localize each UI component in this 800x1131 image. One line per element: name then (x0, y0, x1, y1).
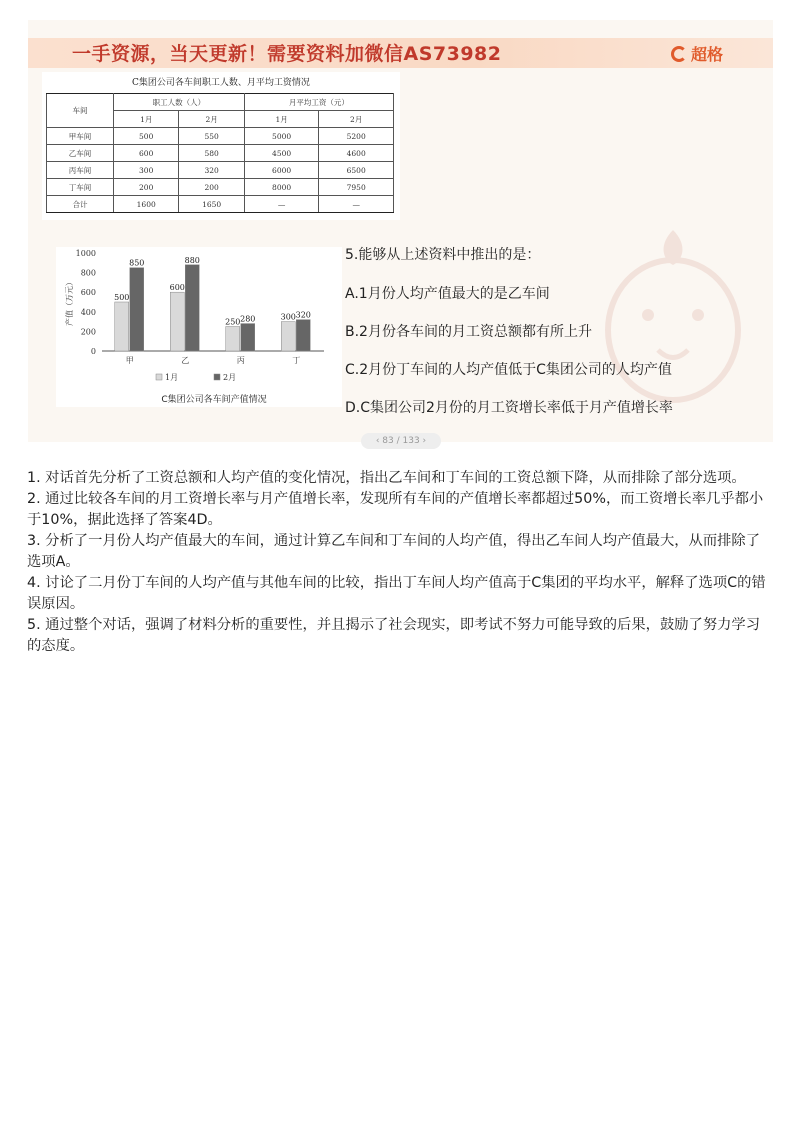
header-staff: 职工人数（人） (114, 94, 245, 111)
legend-label: 2月 (223, 373, 237, 382)
x-tick-label: 丁 (292, 356, 301, 365)
table-cell: 6000 (244, 162, 319, 179)
bar-value-label: 250 (225, 317, 241, 327)
y-tick-label: 400 (80, 307, 96, 317)
bar-value-label: 880 (184, 255, 200, 265)
note-item: 3. 分析了一月份人均产值最大的车间，通过计算乙车间和丁车间的人均产值，得出乙车间人均产值最大，从而排除了选项A。 (27, 533, 761, 570)
table-cell: 4600 (319, 145, 394, 162)
bar-value-label: 280 (240, 314, 256, 324)
y-tick-label: 600 (80, 288, 96, 298)
option-d: D.C集团公司2月份的月工资增长率低于月产值增长率 (345, 400, 673, 416)
brand-name: 超格 (690, 45, 723, 64)
banner-text: 一手资源，当天更新！需要资料加微信AS73982 (72, 43, 502, 65)
table-cell: 300 (114, 162, 179, 179)
chart-title: C集团公司各车间产值情况 (161, 395, 267, 405)
brand-logo (671, 42, 723, 65)
y-tick-label: 0 (90, 347, 96, 356)
note-item: 2. 通过比较各车间的月工资增长率与月产值增长率，发现所有车间的产值增长率都超过50%，而工资增长率几乎都小于10%，据此选择了答案4D。 (27, 491, 764, 528)
option-c: C.2月份丁车间的人均产值低于C集团公司的人均产值 (345, 362, 672, 378)
table-cell: 7950 (319, 179, 394, 196)
option-a: A.1月份人均产值最大的是乙车间 (345, 286, 550, 302)
option-b: B.2月份各车间的月工资总额都有所上升 (345, 324, 592, 340)
table-title: C集团公司各车间职工人数、月平均工资情况 (132, 78, 310, 88)
x-tick-label: 甲 (125, 356, 134, 365)
table-cell: 甲车间 (47, 128, 114, 145)
question-stem: 5.能够从上述资料中推出的是： (345, 247, 541, 263)
bar (296, 320, 310, 351)
x-tick-label: 丙 (236, 356, 245, 365)
subheader-cell: 2月 (179, 111, 244, 128)
legend-swatch (214, 374, 220, 380)
bar-value-label: 850 (129, 258, 145, 268)
legend-swatch (156, 374, 162, 380)
bar (185, 265, 199, 351)
slide-image (28, 20, 773, 446)
y-axis-label: 产值（万元） (65, 278, 74, 326)
y-tick-label: 1000 (75, 249, 96, 258)
table-cell: 200 (114, 179, 179, 196)
table-cell: 1600 (114, 196, 179, 213)
promo-banner (28, 38, 773, 68)
table-row (47, 145, 394, 162)
brand-g-icon (671, 46, 687, 62)
note-item: 1. 对话首先分析了工资总额和人均产值的变化情况，指出乙车间和丁车间的工资总额下降，从而排除了部分选项。 (27, 470, 746, 486)
table-row (47, 179, 394, 196)
table-cell: 200 (179, 179, 244, 196)
table-cell: 8000 (244, 179, 319, 196)
note-item: 5. 通过整个对话，强调了材料分析的重要性，并且揭示了社会现实，即考试不努力可能导致的后果，鼓励了努力学习的态度。 (27, 617, 761, 654)
subheader-cell: 1月 (114, 111, 179, 128)
data-table (46, 93, 394, 213)
table-cell: 1650 (179, 196, 244, 213)
table-cell: — (244, 196, 319, 213)
table-cell: 5200 (319, 128, 394, 145)
table-row (47, 162, 394, 179)
bar-value-label: 600 (169, 283, 185, 293)
note-item: 4. 讨论了二月份丁车间的人均产值与其他车间的比较，指出丁车间人均产值高于C集团的平均水平，解释了选项C的错误原因。 (27, 575, 766, 612)
table-cell: 合计 (47, 196, 114, 213)
bar (115, 302, 129, 351)
bar (281, 322, 295, 351)
bar-value-label: 500 (114, 293, 130, 302)
bar-value-label: 300 (280, 312, 296, 322)
x-tick-label: 乙 (181, 356, 190, 365)
table-cell: 600 (114, 145, 179, 162)
table-cell: 4500 (244, 145, 319, 162)
table-row (47, 128, 394, 145)
subheader-cell: 1月 (244, 111, 319, 128)
header-wage: 月平均工资（元） (244, 94, 393, 111)
bar-value-label: 320 (295, 310, 311, 320)
table-cell: 580 (179, 145, 244, 162)
summary-notes (27, 468, 772, 657)
header-workshop: 车间 (47, 94, 114, 128)
y-tick-label: 200 (80, 327, 96, 337)
mascot-watermark-icon (588, 220, 758, 420)
table-cell: 5000 (244, 128, 319, 145)
table-cell: — (319, 196, 394, 213)
table-cell: 6500 (319, 162, 394, 179)
bar (170, 292, 184, 351)
table-cell: 550 (179, 128, 244, 145)
table-cell: 320 (179, 162, 244, 179)
data-table-panel (42, 72, 400, 220)
bar (130, 268, 144, 351)
table-cell: 丙车间 (47, 162, 114, 179)
page-indicator[interactable]: ‹ 83 / 133 › (361, 433, 441, 449)
table-cell: 500 (114, 128, 179, 145)
bar-chart-panel (56, 247, 342, 407)
bar-chart (56, 247, 342, 392)
table-total-row (47, 196, 394, 213)
bar (226, 327, 240, 352)
table-cell: 乙车间 (47, 145, 114, 162)
table-cell: 丁车间 (47, 179, 114, 196)
legend-label: 1月 (165, 373, 179, 382)
bar (241, 324, 255, 351)
table-header-row (47, 94, 394, 111)
subheader-cell: 2月 (319, 111, 394, 128)
y-tick-label: 800 (80, 268, 96, 278)
